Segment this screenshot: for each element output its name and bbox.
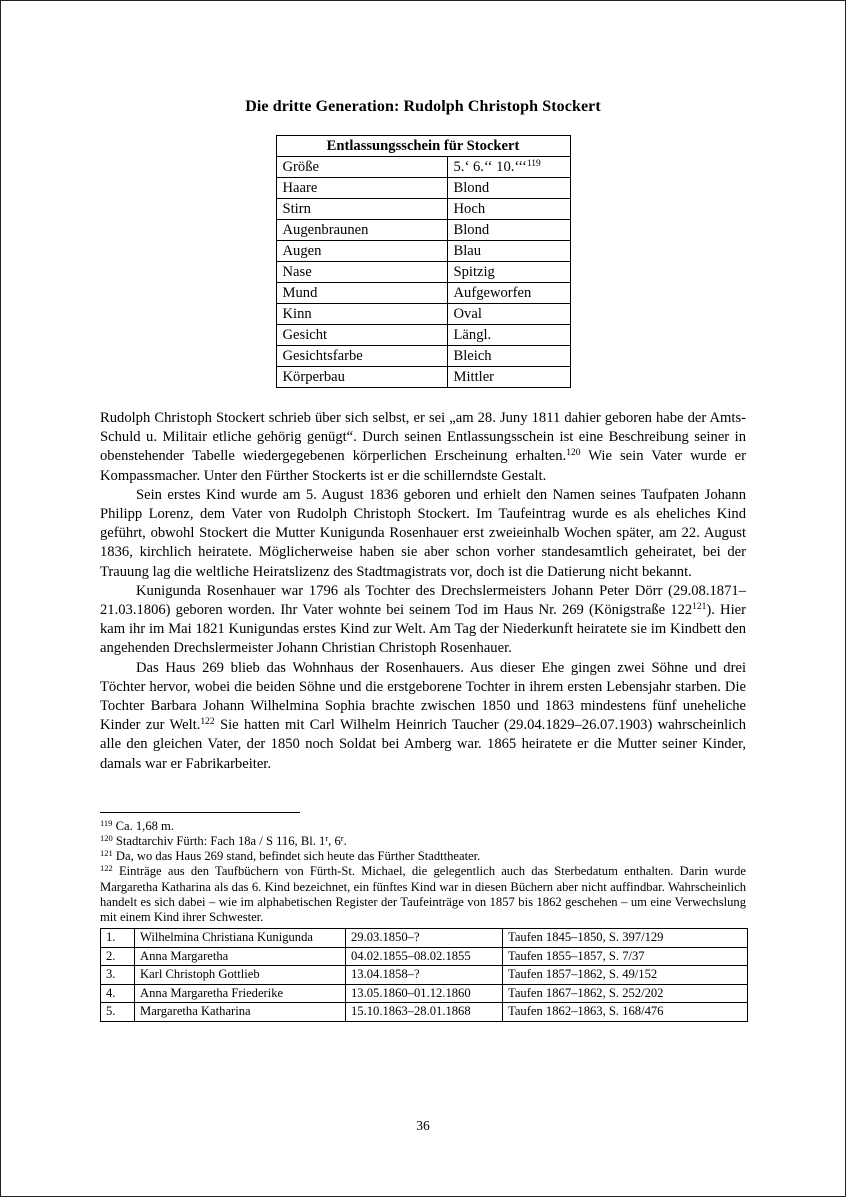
attribute-value: Aufgeworfen xyxy=(447,283,570,304)
child-dates: 04.02.1855–08.02.1855 xyxy=(346,947,503,966)
paragraph-2 xyxy=(100,486,746,582)
child-dates: 29.03.1850–? xyxy=(346,929,503,948)
table-row xyxy=(276,241,570,262)
table-row xyxy=(276,304,570,325)
source-reference: Taufen 1855–1857, S. 7/37 xyxy=(503,947,748,966)
footnote-number: 119 xyxy=(100,817,113,828)
table-row xyxy=(101,1003,748,1022)
text-run: Da, wo das Haus 269 stand, befindet sich heute das Fürther Stadttheater. xyxy=(112,849,481,864)
row-number: 4. xyxy=(101,984,135,1003)
child-name: Margaretha Katharina xyxy=(135,1003,346,1022)
text-run: 5.‘ 6.‘‘ 10.‘‘‘ xyxy=(453,159,527,175)
footnote-119 xyxy=(100,819,746,834)
attribute-label: Stirn xyxy=(276,199,447,220)
footnote-number: 121 xyxy=(100,848,113,859)
child-dates: 13.04.1858–? xyxy=(346,966,503,985)
text-run: Stadtarchiv Fürth: Fach 18a / S 116, Bl. 1 xyxy=(112,834,326,849)
row-number: 3. xyxy=(101,966,135,985)
table-row xyxy=(276,157,570,178)
footnote-ref-119: 119 xyxy=(526,159,541,169)
child-name: Karl Christoph Gottlieb xyxy=(135,966,346,985)
attribute-label: Haare xyxy=(276,178,447,199)
table-row xyxy=(276,325,570,346)
row-number: 2. xyxy=(101,947,135,966)
attribute-label: Körperbau xyxy=(276,367,447,388)
child-name: Anna Margaretha xyxy=(135,947,346,966)
table-row xyxy=(101,984,748,1003)
superscript-r: r xyxy=(325,833,329,844)
attribute-value: Blond xyxy=(447,178,570,199)
attribute-value xyxy=(447,157,570,178)
table-header-row xyxy=(276,136,570,157)
footnote-ref-122: 122 xyxy=(200,717,215,728)
page-title: Die dritte Generation: Rudolph Christoph Stockert xyxy=(245,98,601,115)
paragraph-4 xyxy=(100,659,746,774)
child-name: Anna Margaretha Friederike xyxy=(135,984,346,1003)
text-run: Einträge aus den Taufbüchern von Fürth-St. Michael, die gelegentlich auch das Sterbedatum enthalten. Darin wurde Margaretha Katharina als das 6. Kind bezeichnet, ein fünftes Kind war in diesen Büchern aber nicht auffindbar. Wahrscheinlich handelt es sich dabei – wie im alphabetischen Register der Taufeinträge von 1857 bis 1862 geschehen – um eine Verwechslung mit einem Kind ihrer Schwester. xyxy=(100,864,746,925)
entlassungsschein-table-wrapper xyxy=(100,135,746,388)
row-number: 1. xyxy=(101,929,135,948)
table-row xyxy=(276,178,570,199)
attribute-value: Blau xyxy=(447,241,570,262)
body-text xyxy=(100,409,746,774)
text-run: Sein erstes Kind wurde am 5. August 1836 geboren und erhielt den Namen seines Taufpaten Johann Philipp Lorenz, dem Vater von Rudolph Christoph Stockert. Im Taufeintrag wurde es als eheliches Kind geführt, obwohl Stockert die Mutter Kunigunda Rosenhauer erst zweieinhalb Wochen später, am 22. August 1836, kirchlich heiratete. Möglicherweise haben sie aber schon vorher standesamtlich geheiratet, bei der Trauung lag die weltliche Heiratslizenz des Stadtmagistrats vor, doch ist die Datierung nicht bekannt. xyxy=(100,486,746,580)
attribute-label: Mund xyxy=(276,283,447,304)
text-run: Ca. 1,68 m. xyxy=(112,818,175,833)
text-run: Sie hatten mit Carl Wilhelm Heinrich Taucher (29.04.1829–26.07.1903) wahrscheinlich alle den gleichen Vater, der 1850 noch Soldat bei Amberg war. 1865 heiratete er die Mutter seiner Kinder, damals war er Fabrikarbeiter. xyxy=(100,717,746,772)
attribute-label: Gesicht xyxy=(276,325,447,346)
text-run: ). Hier kam ihr im Mai 1821 Kunigundas erstes Kind zur Welt. Am Tag der Niederkunft heiratete sie im Kindbett den angehenden Drechslermeister Johann Christian Christoph Rosenhauer. xyxy=(100,602,746,657)
table-row xyxy=(276,346,570,367)
footnote-122 xyxy=(100,864,746,925)
source-reference: Taufen 1867–1862, S. 252/202 xyxy=(503,984,748,1003)
attribute-label: Augenbraunen xyxy=(276,220,447,241)
page-number: 36 xyxy=(416,1118,430,1133)
footnote-121 xyxy=(100,849,746,864)
source-reference: Taufen 1862–1863, S. 168/476 xyxy=(503,1003,748,1022)
text-run: Rudolph Christoph Stockert schrieb über sich selbst, er sei „am 28. Juny 1811 dahier geboren habe der Amts-Schuld u. Militair etliche gehörig genügt“. Durch seinen Entlassungsschein ist eine Beschreibung seiner in obenstehender Tabelle wiedergegebenen körperlichen Erscheinung erhalten. xyxy=(100,410,746,465)
attribute-value: Oval xyxy=(447,304,570,325)
attribute-label: Kinn xyxy=(276,304,447,325)
attribute-value: Hoch xyxy=(447,199,570,220)
row-number: 5. xyxy=(101,1003,135,1022)
table-row xyxy=(101,947,748,966)
table-row xyxy=(276,199,570,220)
footnotes-section xyxy=(100,819,746,925)
footnote-separator xyxy=(100,812,300,813)
table-row xyxy=(276,367,570,388)
child-name: Wilhelmina Christiana Kunigunda xyxy=(135,929,346,948)
text-run: Kunigunda Rosenhauer war 1796 als Tochter des Drechslermeisters Johann Peter Dörr (29.08.1871–21.03.1806) geboren worden. Ihr Vater wohnte bei seinem Tod im Haus Nr. 269 (Königstraße 122 xyxy=(100,582,746,619)
superscript-r: r xyxy=(340,833,344,844)
attribute-label: Nase xyxy=(276,262,447,283)
attribute-label: Größe xyxy=(276,157,447,178)
attribute-label: Augen xyxy=(276,241,447,262)
child-dates: 13.05.1860–01.12.1860 xyxy=(346,984,503,1003)
attribute-value: Blond xyxy=(447,220,570,241)
table-row xyxy=(101,966,748,985)
attribute-label: Gesichtsfarbe xyxy=(276,346,447,367)
paragraph-1 xyxy=(100,409,746,486)
children-list-table xyxy=(100,928,748,1022)
footnote-number: 120 xyxy=(100,833,113,844)
source-reference: Taufen 1857–1862, S. 49/152 xyxy=(503,966,748,985)
child-dates: 15.10.1863–28.01.1868 xyxy=(346,1003,503,1022)
table-row xyxy=(101,929,748,948)
table-row xyxy=(276,262,570,283)
footnote-ref-120: 120 xyxy=(566,448,581,459)
attribute-value: Längl. xyxy=(447,325,570,346)
attribute-value: Mittler xyxy=(447,367,570,388)
attribute-value: Bleich xyxy=(447,346,570,367)
paragraph-3 xyxy=(100,582,746,659)
footnote-ref-121: 121 xyxy=(692,602,707,613)
footnote-120 xyxy=(100,834,746,849)
footnote-number: 122 xyxy=(100,863,113,874)
table-row xyxy=(276,220,570,241)
table-row xyxy=(276,283,570,304)
text-run: . xyxy=(343,834,347,849)
source-reference: Taufen 1845–1850, S. 397/129 xyxy=(503,929,748,948)
table-header: Entlassungsschein für Stockert xyxy=(276,136,570,157)
entlassungsschein-table xyxy=(276,135,571,388)
text-run: Das Haus 269 blieb das Wohnhaus der Rosenhauers. Aus dieser Ehe gingen zwei Söhne und drei Töchter hervor, wobei die beiden Söhne und die erstgeborene Tochter in ihrem ersten Lebensjahr starben. Die Tochter Barbara Johann Wilhelmina Sophia brachte zwischen 1850 und 1863 mindestens fünf uneheliche Kinder zur Welt. xyxy=(100,659,746,734)
text-run: Wie sein Vater wurde er Kompassmacher. Unter den Fürther Stockerts ist er die schillerndste Gestalt. xyxy=(100,448,746,484)
text-run: , 6 xyxy=(328,834,341,849)
attribute-value: Spitzig xyxy=(447,262,570,283)
